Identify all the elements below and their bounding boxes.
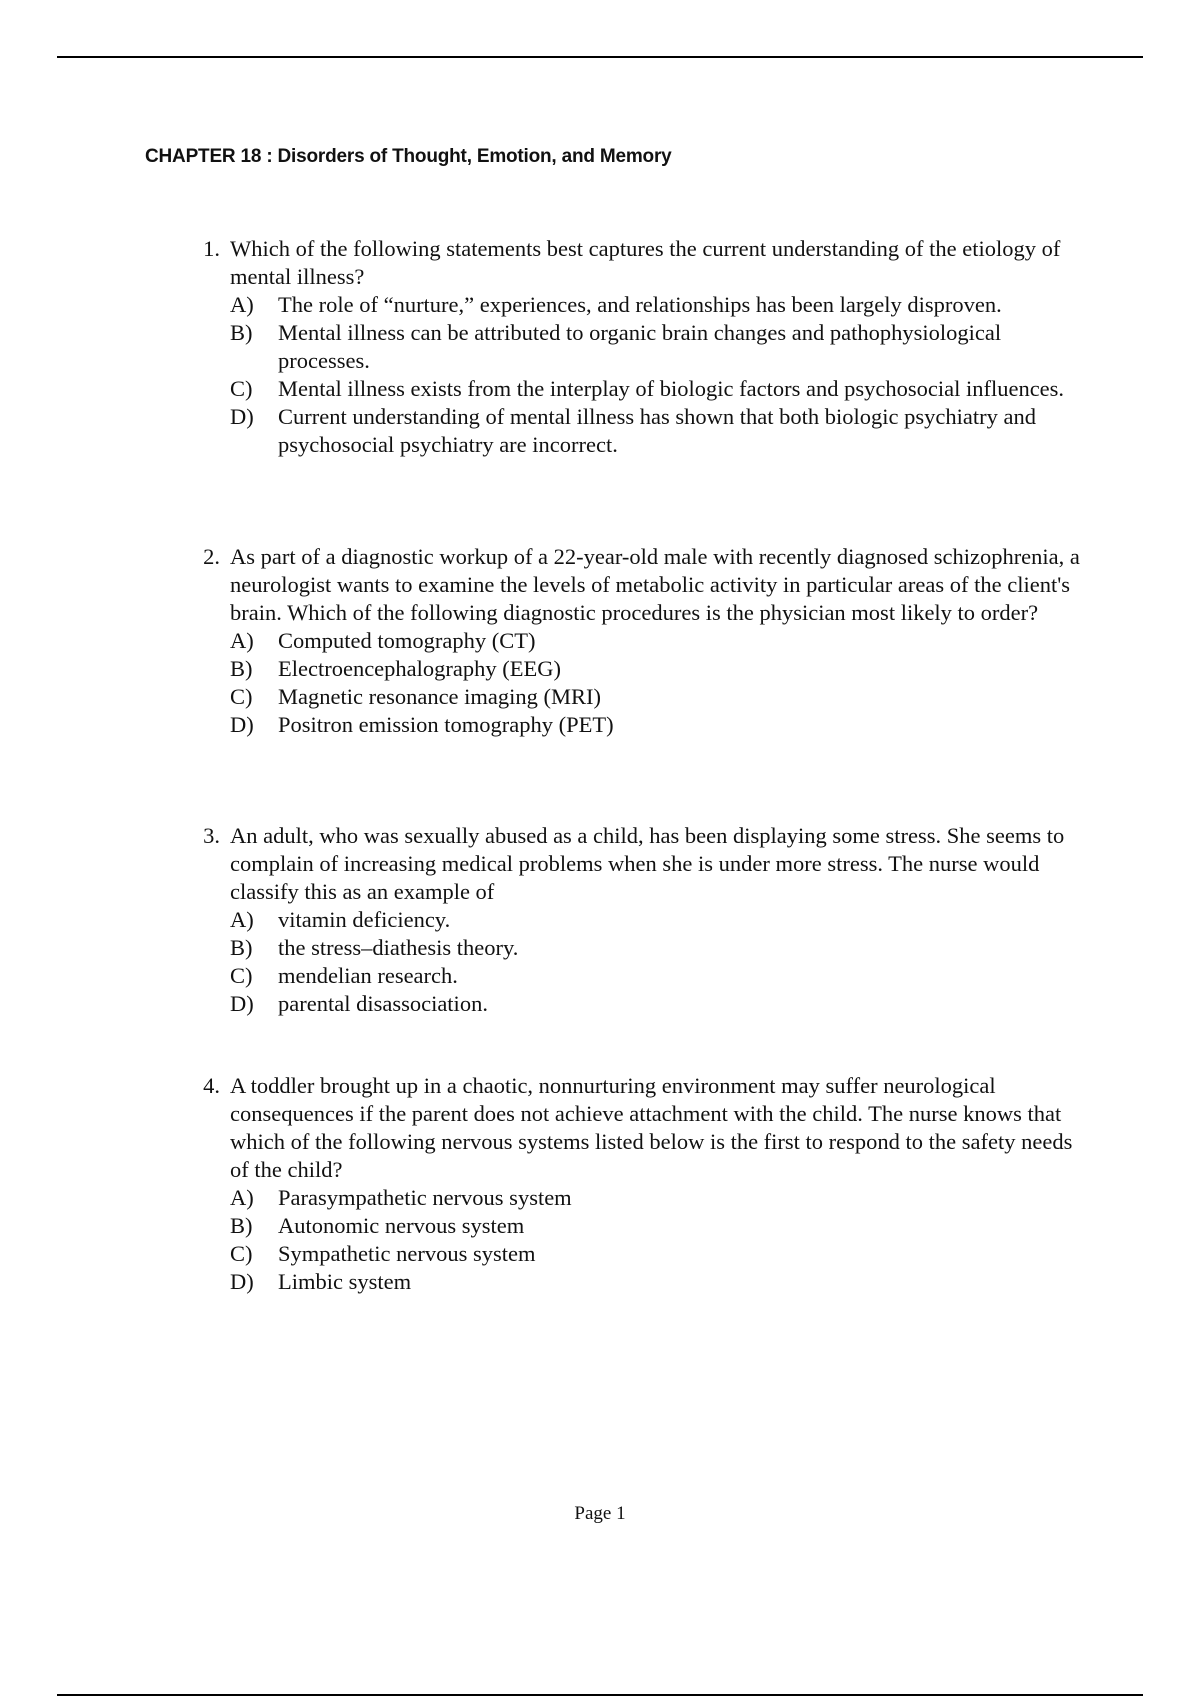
page-number: Page 1: [574, 1503, 626, 1524]
option-letter: C): [230, 1241, 253, 1266]
option-text: mendelian research.: [278, 963, 458, 988]
option-letter: B): [230, 656, 253, 681]
answer-option-d[interactable]: [230, 1268, 1090, 1296]
option-text: parental disassociation.: [278, 991, 488, 1016]
question-number: 2.: [203, 544, 220, 569]
option-letter: C): [230, 684, 253, 709]
top-rule: [57, 56, 1143, 58]
option-text: The role of “nurture,” experiences, and relationships has been largely disproven.: [278, 292, 1002, 317]
answer-option-c[interactable]: [230, 962, 1090, 990]
option-text: Current understanding of mental illness has shown that both biologic psychiatry and psychosocial psychiatry are incorrect.: [278, 404, 1036, 457]
question-3: [190, 822, 1090, 1018]
bottom-rule: [57, 1694, 1143, 1696]
answer-options: [230, 627, 1090, 739]
option-letter: D): [230, 1269, 254, 1294]
answer-option-a[interactable]: [230, 291, 1090, 319]
question-stem: Which of the following statements best captures the current understanding of the etiology of mental illness?: [230, 236, 1061, 289]
chapter-title: CHAPTER 18 : Disorders of Thought, Emotion, and Memory: [145, 146, 672, 167]
question-stem: As part of a diagnostic workup of a 22-year-old male with recently diagnosed schizophrenia, a neurologist wants to examine the levels of metabolic activity in particular areas of the client's brain. Which of the following diagnostic procedures is the physician most likely to order?: [230, 544, 1080, 625]
option-text: Limbic system: [278, 1269, 412, 1294]
answer-option-c[interactable]: [230, 683, 1090, 711]
option-letter: D): [230, 991, 254, 1016]
option-text: Sympathetic nervous system: [278, 1241, 536, 1266]
option-letter: C): [230, 963, 253, 988]
option-text: Mental illness exists from the interplay of biologic factors and psychosocial influences.: [278, 376, 1065, 401]
option-text: Parasympathetic nervous system: [278, 1185, 572, 1210]
question-stem: A toddler brought up in a chaotic, nonnurturing environment may suffer neurological consequences if the parent does not achieve attachment with the child. The nurse knows that which of the following nervous systems listed below is the first to respond to the safety needs of the child?: [230, 1073, 1073, 1182]
answer-options: [230, 291, 1090, 459]
option-text: Magnetic resonance imaging (MRI): [278, 684, 602, 709]
answer-option-b[interactable]: [230, 1212, 1090, 1240]
option-text: Mental illness can be attributed to organic brain changes and pathophysiological processes.: [278, 320, 1002, 373]
option-letter: B): [230, 320, 253, 345]
question-4: [190, 1072, 1090, 1296]
answer-option-c[interactable]: [230, 375, 1090, 403]
question-2: [190, 543, 1090, 739]
option-letter: A): [230, 292, 254, 317]
option-letter: B): [230, 1213, 253, 1238]
option-text: Autonomic nervous system: [278, 1213, 525, 1238]
answer-options: [230, 906, 1090, 1018]
answer-options: [230, 1184, 1090, 1296]
option-letter: D): [230, 712, 254, 737]
answer-option-b[interactable]: [230, 655, 1090, 683]
option-letter: A): [230, 1185, 254, 1210]
answer-option-d[interactable]: [230, 711, 1090, 739]
answer-option-d[interactable]: [230, 403, 1090, 459]
question-number: 3.: [203, 823, 220, 848]
question-1: [190, 235, 1090, 459]
option-text: Positron emission tomography (PET): [278, 712, 614, 737]
answer-option-a[interactable]: [230, 1184, 1090, 1212]
option-text: Electroencephalography (EEG): [278, 656, 561, 681]
option-text: vitamin deficiency.: [278, 907, 451, 932]
answer-option-a[interactable]: [230, 906, 1090, 934]
option-letter: A): [230, 907, 254, 932]
option-letter: B): [230, 935, 253, 960]
question-number: 4.: [203, 1073, 220, 1098]
option-text: Computed tomography (CT): [278, 628, 536, 653]
answer-option-d[interactable]: [230, 990, 1090, 1018]
question-stem: An adult, who was sexually abused as a child, has been displaying some stress. She seems to complain of increasing medical problems when she is under more stress. The nurse would classify this as an example of: [230, 823, 1065, 904]
question-number: 1.: [203, 236, 220, 261]
answer-option-c[interactable]: [230, 1240, 1090, 1268]
option-letter: C): [230, 376, 253, 401]
answer-option-a[interactable]: [230, 627, 1090, 655]
answer-option-b[interactable]: [230, 319, 1090, 375]
answer-option-b[interactable]: [230, 934, 1090, 962]
option-text: the stress–diathesis theory.: [278, 935, 519, 960]
option-letter: D): [230, 404, 254, 429]
option-letter: A): [230, 628, 254, 653]
